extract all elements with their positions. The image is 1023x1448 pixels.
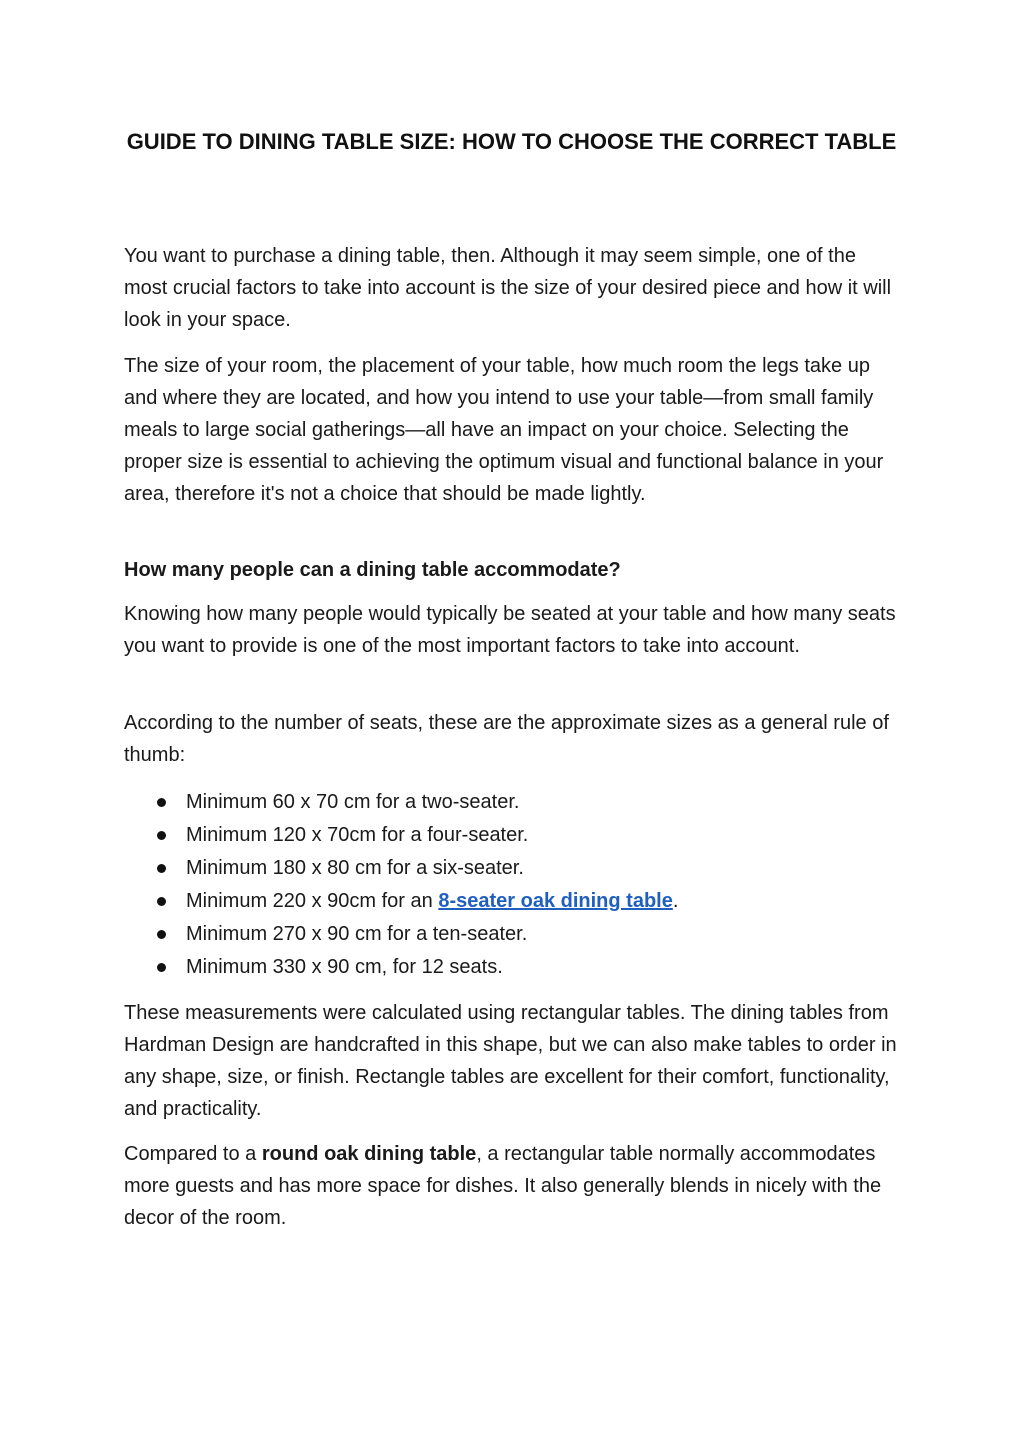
list-item-text: Minimum 180 x 80 cm for a six-seater. (186, 857, 524, 879)
seating-paragraph: Knowing how many people would typically be seated at your table and how many seats you want to provide is one of the most important factors to take into account. (124, 603, 896, 657)
comparison-suffix: , a rectangular table normally accommodates more guests and has more space for dishes. It also generally blends in nicely with the decor of the room. (124, 1143, 882, 1229)
list-item-text: Minimum 270 x 90 cm for a ten-seater. (186, 923, 528, 945)
oak-dining-table-link[interactable]: 8-seater oak dining table (438, 890, 673, 912)
comparison-paragraph (124, 1138, 899, 1234)
comparison-prefix: Compared to a (124, 1143, 262, 1165)
rule-of-thumb-paragraph: According to the number of seats, these are the approximate sizes as a general rule of thumb: (124, 712, 889, 766)
list-item (124, 786, 899, 819)
list-item (124, 819, 899, 852)
list-item-text: Minimum 330 x 90 cm, for 12 seats. (186, 956, 503, 978)
room-size-paragraph: The size of your room, the placement of your table, how much room the legs take up and where they are located, and how you intend to use your table—from small family meals to large social gatherings—all have an impact on your choice. Selecting the proper size is essential to achieving the optimum visual and functional balance in your area, therefore it's not a choice that should be made lightly. (124, 355, 884, 505)
bullet-icon (157, 897, 166, 906)
list-item-suffix: . (672, 890, 679, 912)
list-item (124, 885, 899, 918)
section-heading: How many people can a dining table accommodate? (124, 559, 621, 581)
list-item-text: Minimum 220 x 90cm for an (186, 890, 439, 912)
size-list (124, 786, 899, 984)
page-title: GUIDE TO DINING TABLE SIZE: HOW TO CHOOSE THE CORRECT TABLE (126, 129, 897, 154)
list-item (124, 918, 899, 951)
bullet-icon (157, 798, 166, 807)
intro-paragraph: You want to purchase a dining table, then. Although it may seem simple, one of the most crucial factors to take into account is the size of your desired piece and how it will look in your space. (124, 245, 892, 331)
list-item (124, 951, 899, 984)
bullet-icon (157, 831, 166, 840)
round-table-term: round oak dining table (261, 1143, 477, 1165)
measurements-paragraph: These measurements were calculated using rectangular tables. The dining tables from Hardman Design are handcrafted in this shape, but we can also make tables to order in any shape, size, or finish. Rectangle tables are excellent for their comfort, functionality, and practicality. (124, 1002, 897, 1120)
list-item-text: Minimum 60 x 70 cm for a two-seater. (186, 791, 520, 813)
bullet-icon (157, 864, 166, 873)
bullet-icon (157, 930, 166, 939)
bullet-icon (157, 963, 166, 972)
list-item-text: Minimum 120 x 70cm for a four-seater. (186, 824, 529, 846)
list-item (124, 852, 899, 885)
